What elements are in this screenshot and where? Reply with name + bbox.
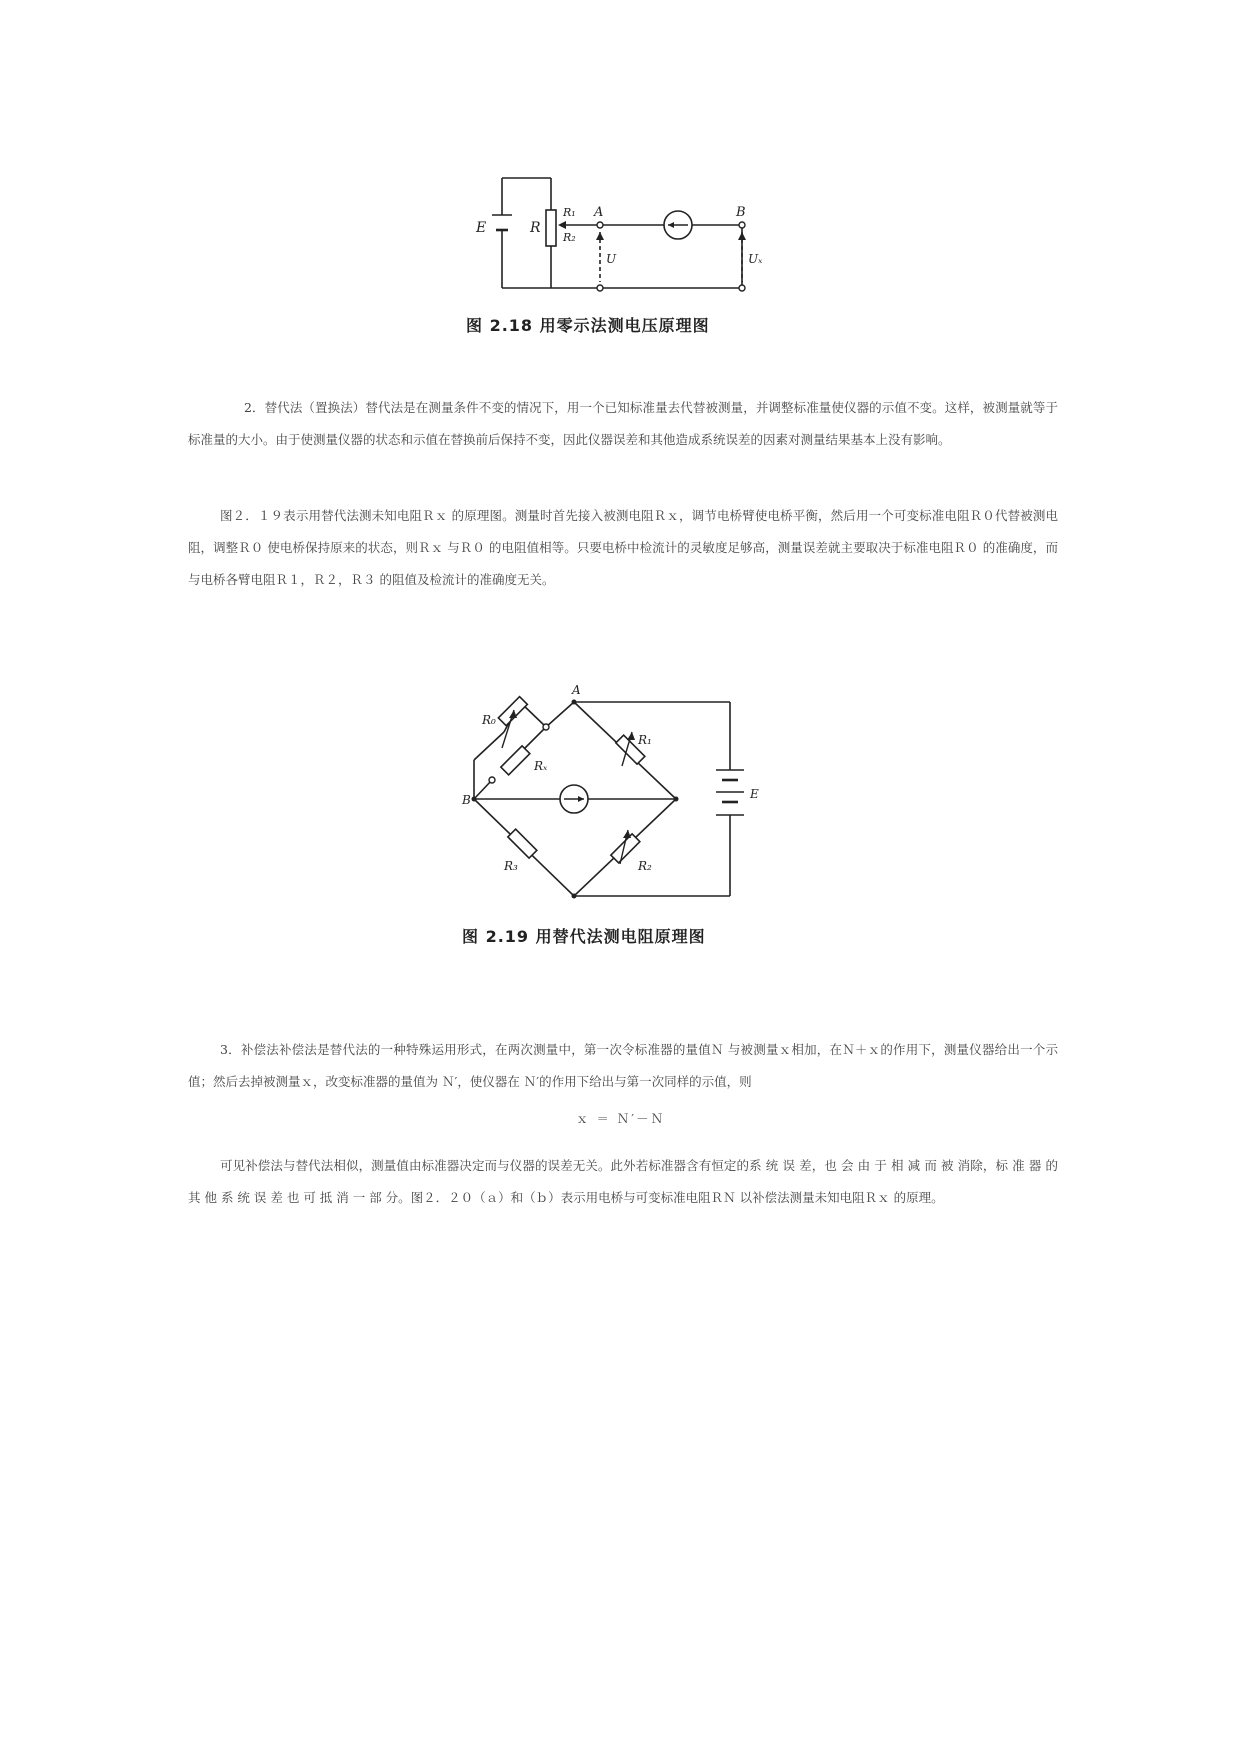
label-B: B <box>736 205 746 220</box>
label-A: A <box>594 205 604 220</box>
label-E: E <box>750 787 759 801</box>
label-Ux: Uₓ <box>748 252 763 266</box>
figure-2-18-caption: 图 2.18 用零示法测电压原理图 <box>466 316 710 335</box>
label-R2: R₂ <box>638 859 652 873</box>
figure-2-19-caption: 图 2.19 用替代法测电阻原理图 <box>462 927 706 946</box>
label-R2: R₂ <box>563 231 576 244</box>
label-Rx: Rₓ <box>534 759 548 773</box>
label-R1: R₁ <box>638 733 652 747</box>
label-B: B <box>462 793 471 807</box>
paragraph-figure-2-19-description: 图２．１９表示用替代法测未知电阻Ｒｘ 的原理图。测量时首先接入被测电阻Ｒｘ，调节电桥臂使电桥平衡，然后用一个可变标准电阻Ｒ０代替被测电阻，调整Ｒ０ 使电桥保持原来的状态，则Ｒｘ 与Ｒ０ 的电阻值相等。只要电桥中检流计的灵敏度足够高，测量误差就主要取决于标准电阻Ｒ０ 的准确度，而与电桥各臂电阻Ｒ１，Ｒ２，Ｒ３ 的阻值及检流计的准确度无关。 <box>188 508 1058 587</box>
label-U: U <box>606 252 617 266</box>
figure-2-18-diagram <box>470 170 763 300</box>
label-R: R <box>530 220 541 236</box>
paragraph-compensation-summary: 可见补偿法与替代法相似，测量值由标准器决定而与仪器的误差无关。此外若标准器含有恒定的系 统 误 差，也 会 由 于 相 减 而 被 消除，标 准 器 的 其 他 系 统 误 差 也 可 抵 消 一 部 分。图２．２０（ａ）和（ｂ）表示用电桥与可变标准电阻ＲＮ 以补偿法测量未知电阻Ｒｘ 的原理。 <box>188 1158 1058 1205</box>
formula: ｘ ＝ Ｎ′－Ｎ <box>575 1111 666 1126</box>
label-E: E <box>476 220 487 236</box>
paragraph-substitution-method: 2．替代法（置换法）替代法是在测量条件不变的情况下，用一个已知标准量去代替被测量，并调整标准量使仪器的示值不变。这样，被测量就等于标准量的大小。由于使测量仪器的状态和示值在替换前后保持不变，因此仪器误差和其他造成系统误差的因素对测量结果基本上没有影响。 <box>188 400 1058 447</box>
label-R3: R₃ <box>504 859 518 873</box>
figure-2-19-diagram <box>462 680 782 910</box>
label-R0: R₀ <box>482 713 496 727</box>
label-A: A <box>572 683 581 697</box>
paragraph-compensation-method: 3．补偿法补偿法是替代法的一种特殊运用形式，在两次测量中，第一次令标准器的量值Ｎ 与被测量ｘ相加，在Ｎ＋ｘ的作用下，测量仪器给出一个示值；然后去掉被测量ｘ，改变标准器的量值为 Ｎ′，使仪器在 Ｎ′的作用下给出与第一次同样的示值，则 <box>188 1042 1058 1089</box>
label-R1: R₁ <box>563 206 576 219</box>
